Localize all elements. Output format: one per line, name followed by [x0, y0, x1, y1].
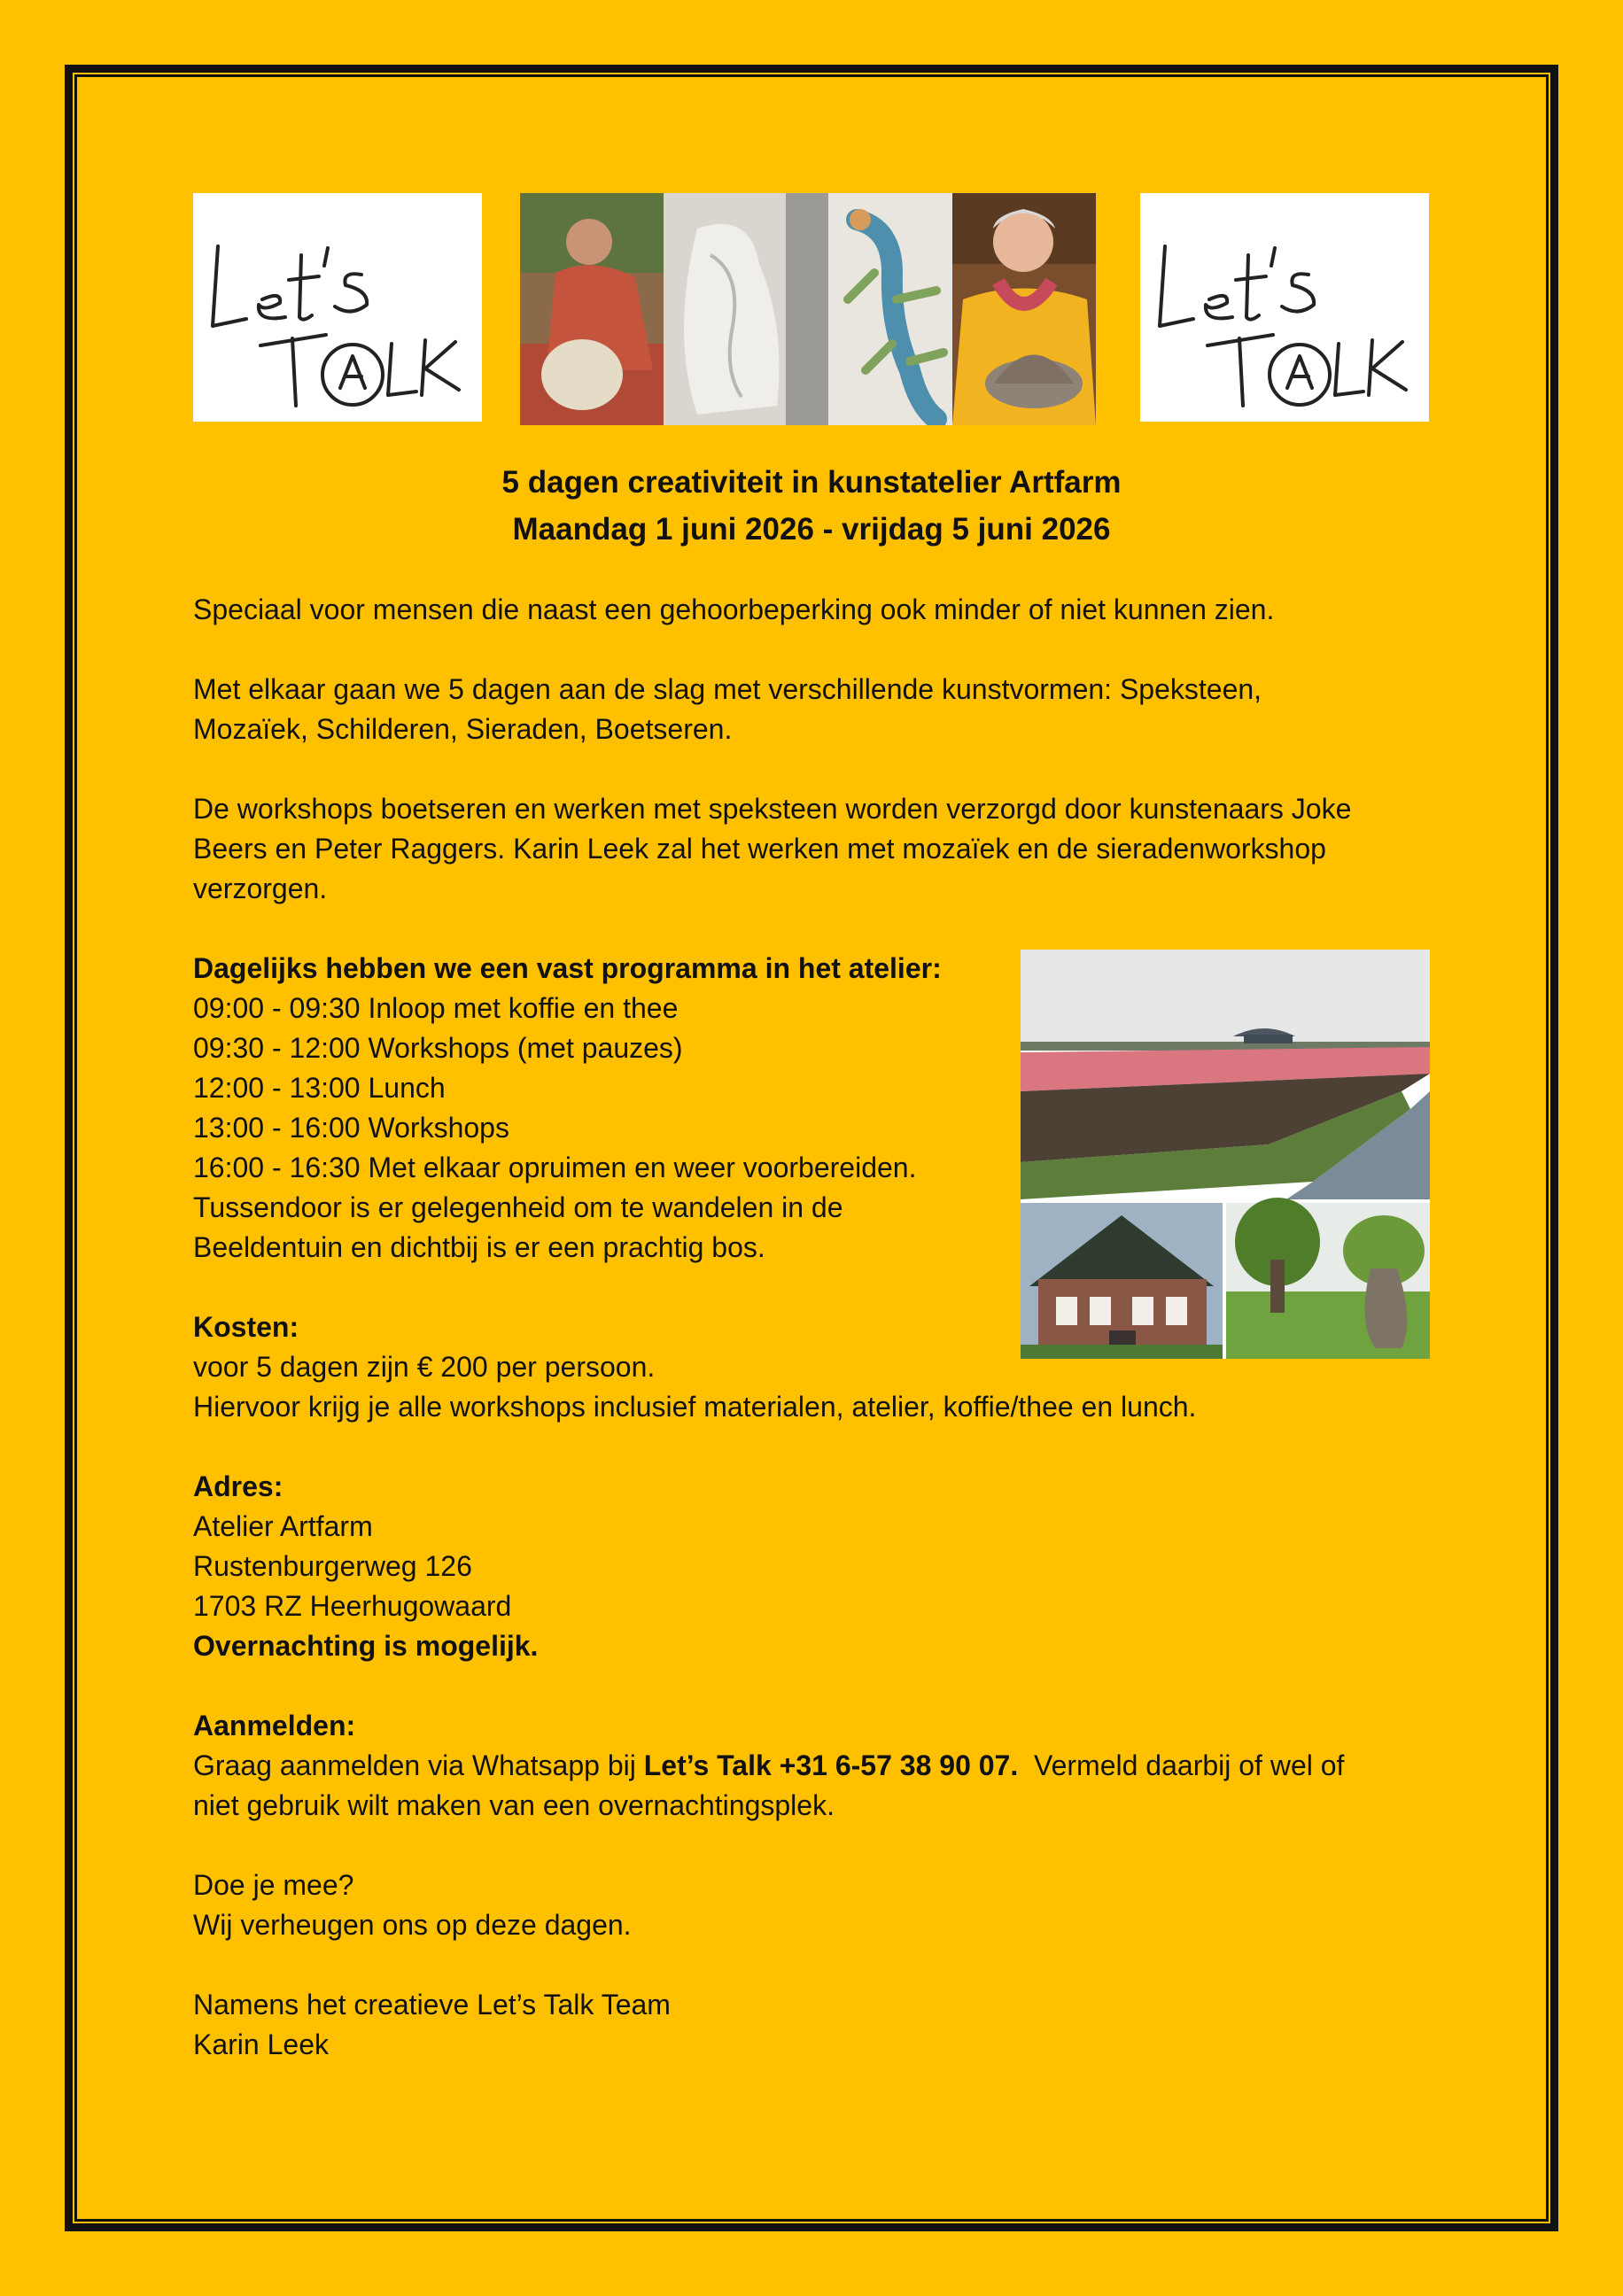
signature-block: [193, 1985, 671, 2065]
workshops-paragraph: [193, 789, 1351, 909]
signup-prefix: Graag aanmelden via Whatsapp bij: [193, 1749, 644, 1781]
program-item: 09:30 - 12:00 Workshops (met pauzes): [193, 1032, 683, 1064]
address-street: Rustenburgerweg 126: [193, 1550, 472, 1582]
artfarm-photos: [1021, 950, 1430, 1359]
signup-suffix: Vermeld daarbij of wel of: [1018, 1749, 1345, 1781]
program-item: 09:00 - 09:30 Inloop met koffie en thee: [193, 992, 679, 1024]
signup-heading: Aanmelden:: [193, 1710, 356, 1741]
overnight-note: Overnachting is mogelijk.: [193, 1630, 539, 1662]
program-item: 13:00 - 16:00 Workshops: [193, 1112, 509, 1144]
lets-talk-logo-left: [193, 193, 482, 422]
signature-name: Karin Leek: [193, 2028, 329, 2060]
workshops-line2: Beers en Peter Raggers. Karin Leek zal het werken met mozaïek en de sieradenworkshop: [193, 833, 1326, 865]
activities-paragraph: [193, 670, 1262, 749]
whatsapp-contact: Let’s Talk +31 6-57 38 90 07.: [643, 1749, 1019, 1781]
closing-line: Wij verheugen ons op deze dagen.: [193, 1909, 632, 1941]
address-section: [193, 1467, 538, 1666]
intro-paragraph: Speciaal voor mensen die naast een gehoorbeperking ook minder of niet kunnen zien.: [193, 593, 1275, 625]
address-name: Atelier Artfarm: [193, 1510, 373, 1542]
program-item: 16:00 - 16:30 Met elkaar opruimen en weer voorbereiden.: [193, 1152, 917, 1183]
signature-team: Namens het creatieve Let’s Talk Team: [193, 1989, 671, 2021]
signup-section: [193, 1706, 1344, 1826]
closing-question: Doe je mee?: [193, 1869, 354, 1901]
activities-line1: Met elkaar gaan we 5 dagen aan de slag met verschillende kunstvormen: Speksteen,: [193, 673, 1262, 705]
signup-line2: niet gebruik wilt maken van een overnachtingsplek.: [193, 1789, 835, 1821]
event-title: [193, 459, 1430, 553]
workshops-line3: verzorgen.: [193, 873, 328, 904]
lets-talk-logo-right: [1140, 193, 1429, 422]
program-note-line1: Tussendoor is er gelegenheid om te wandelen in de: [193, 1191, 843, 1223]
address-city: 1703 RZ Heerhugowaard: [193, 1590, 512, 1622]
signup-line1: [193, 1746, 1344, 1786]
workshops-line1: De workshops boetseren en werken met speksteen worden verzorgd door kunstenaars Joke: [193, 793, 1352, 825]
program-heading: Dagelijks hebben we een vast programma in het atelier:: [193, 952, 942, 984]
program-note-line2: Beeldentuin en dichtbij is er een prachtig bos.: [193, 1231, 765, 1263]
program-section: [193, 949, 942, 1268]
costs-included: Hiervoor krijg je alle workshops inclusief materialen, atelier, koffie/thee en lunch.: [193, 1391, 1197, 1423]
event-date: Maandag 1 juni 2026 - vrijdag 5 juni 2026: [512, 512, 1111, 547]
address-heading: Adres:: [193, 1470, 283, 1502]
costs-price: voor 5 dagen zijn € 200 per persoon.: [193, 1351, 656, 1383]
workshop-photo-collage: [520, 193, 1096, 425]
activities-line2: Mozaïek, Schilderen, Sieraden, Boetseren.: [193, 713, 733, 745]
event-title-line1: 5 dagen creativiteit in kunstatelier Artfarm: [501, 465, 1122, 500]
costs-section: [193, 1307, 1196, 1427]
program-item: 12:00 - 13:00 Lunch: [193, 1072, 446, 1104]
closing-question-block: [193, 1866, 632, 1945]
costs-heading: Kosten:: [193, 1311, 299, 1343]
